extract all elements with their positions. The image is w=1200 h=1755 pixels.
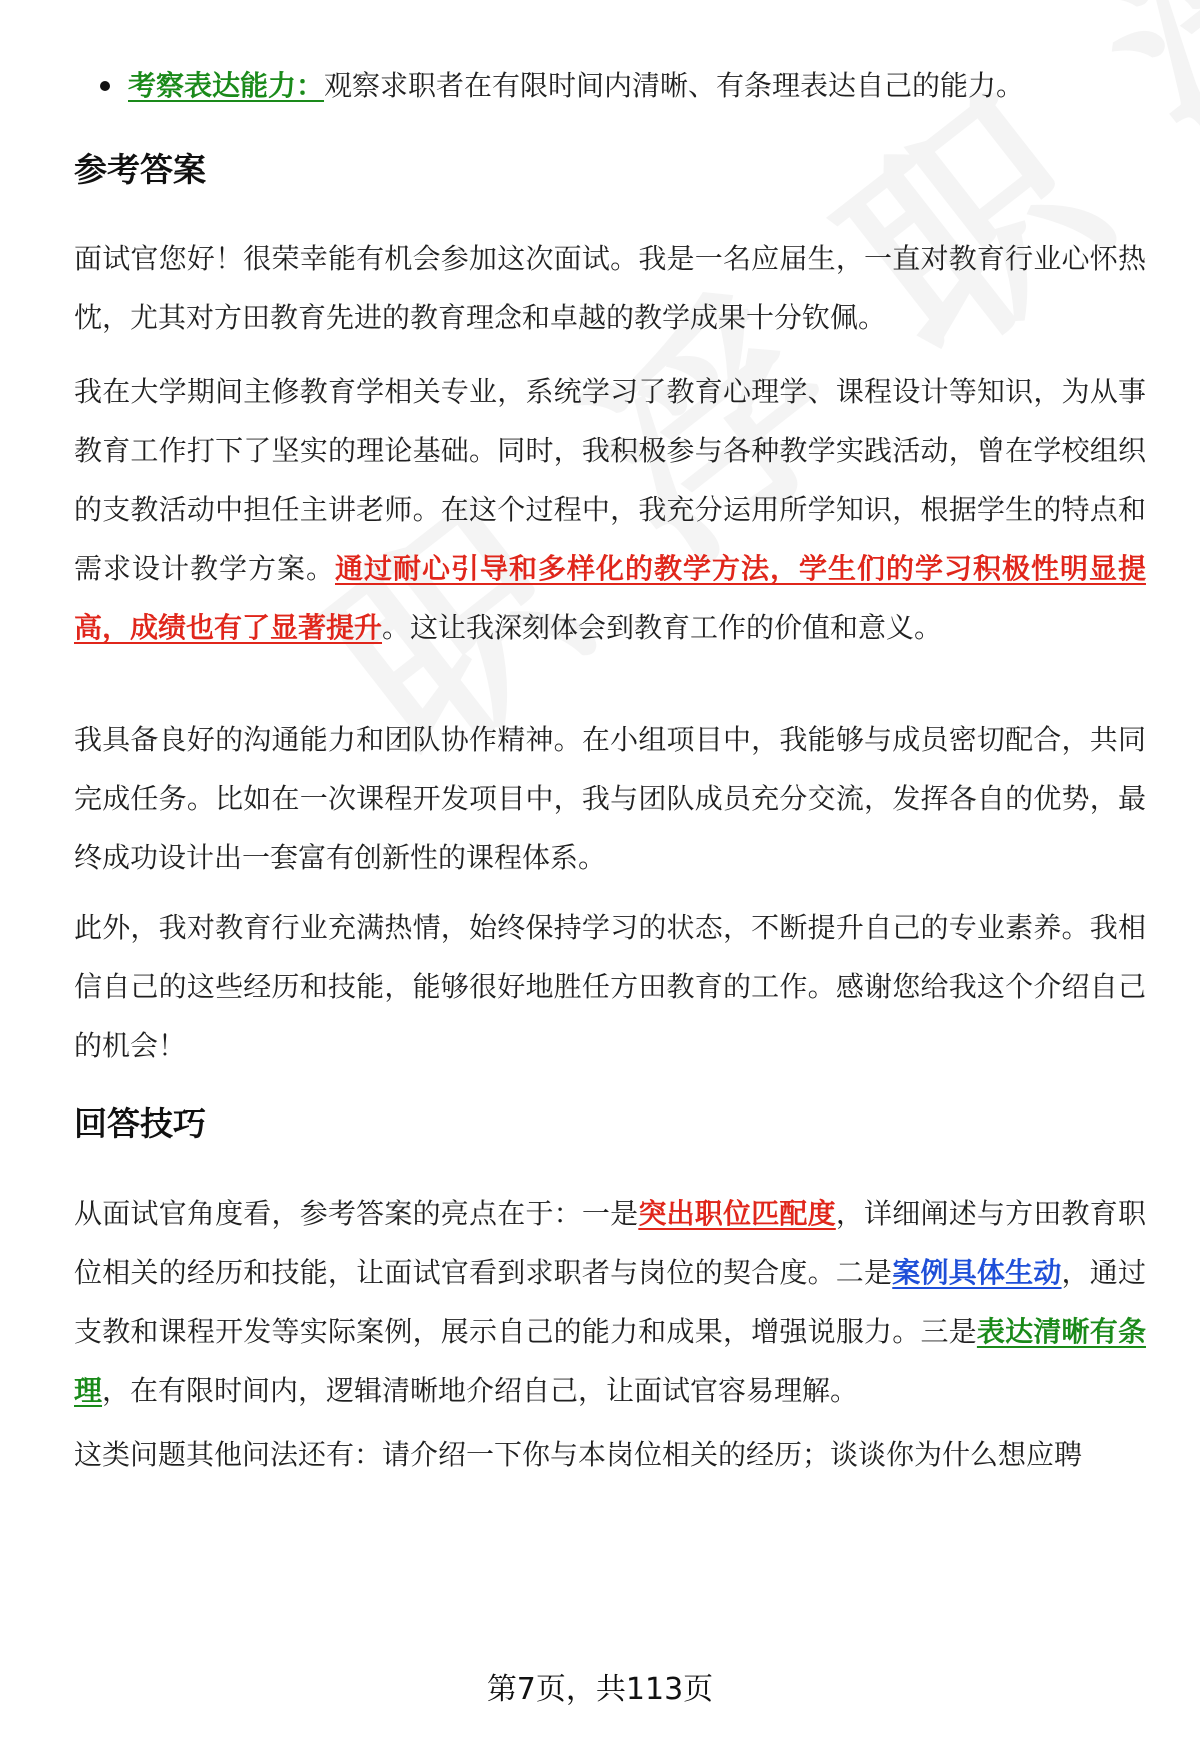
tips-paragraph-1: [74, 1184, 1146, 1420]
bullet-text: 观察求职者在有限时间内清晰、有条理表达自己的能力。: [324, 69, 1025, 102]
tips-text-2: ，详细阐述与方田教育职位相关的经历和技能，让面试官看到求职者与岗位的契合度。二是: [74, 1197, 1146, 1289]
tips-text-1: 从面试官角度看，参考答案的亮点在于：一是: [74, 1197, 639, 1230]
tips-highlight-2: 案例具体生动: [892, 1256, 1062, 1289]
answer-paragraph-3: 我具备良好的沟通能力和团队协作精神。在小组项目中，我能够与成员密切配合，共同完成任务。比如在一次课程开发项目中，我与团队成员充分交流，发挥各自的优势，最终成功设计出一套富有创新性的课程体系。: [74, 723, 1146, 874]
bullet-label: 考察表达能力：: [128, 69, 325, 102]
tips-paragraph-2: 这类问题其他问法还有：请介绍一下你与本岗位相关的经历；谈谈你为什么想应聘: [74, 1438, 1083, 1471]
tips-highlight-1: 突出职位匹配度: [638, 1197, 836, 1230]
answer-paragraph-2: [74, 362, 1146, 657]
heading-answer: 参考答案: [74, 150, 206, 189]
tips-text-4: ，在有限时间内，逻辑清晰地介绍自己，让面试官容易理解。: [102, 1374, 859, 1407]
answer-p2-text-after: 。这让我深刻体会到教育工作的价值和意义。: [382, 611, 943, 644]
bullet-dot-icon: [100, 81, 110, 91]
answer-p2-highlight: 通过耐心引导和多样化的教学方法，学生们的学习积极性明显提高，成绩也有了显著提升: [74, 552, 1146, 644]
tips-text-3: ，通过支教和课程开发等实际案例，展示自己的能力和成果，增强说服力。三是: [74, 1256, 1146, 1348]
page-number: 第7页，共113页: [486, 1672, 714, 1707]
heading-tips: 回答技巧: [74, 1104, 206, 1143]
bullet-item: [74, 62, 1188, 110]
answer-paragraph-1: 面试官您好！很荣幸能有机会参加这次面试。我是一名应届生，一直对教育行业心怀热忱，尤其对方田教育先进的教育理念和卓越的教学成果十分钦佩。: [74, 242, 1146, 334]
answer-paragraph-4: 此外，我对教育行业充满热情，始终保持学习的状态，不断提升自己的专业素养。我相信自己的这些经历和技能，能够很好地胜任方田教育的工作。感谢您给我这个介绍自己的机会！: [74, 911, 1146, 1062]
tips-highlight-3: 表达清晰有条理: [74, 1315, 1146, 1407]
answer-p2-text-before: 我在大学期间主修教育学相关专业，系统学习了教育心理学、课程设计等知识，为从事教育工作打下了坚实的理论基础。同时，我积极参与各种教学实践活动，曾在学校组织的支教活动中担任主讲老师。在这个过程中，我充分运用所学知识，根据学生的特点和需求设计教学方案。: [74, 375, 1146, 585]
